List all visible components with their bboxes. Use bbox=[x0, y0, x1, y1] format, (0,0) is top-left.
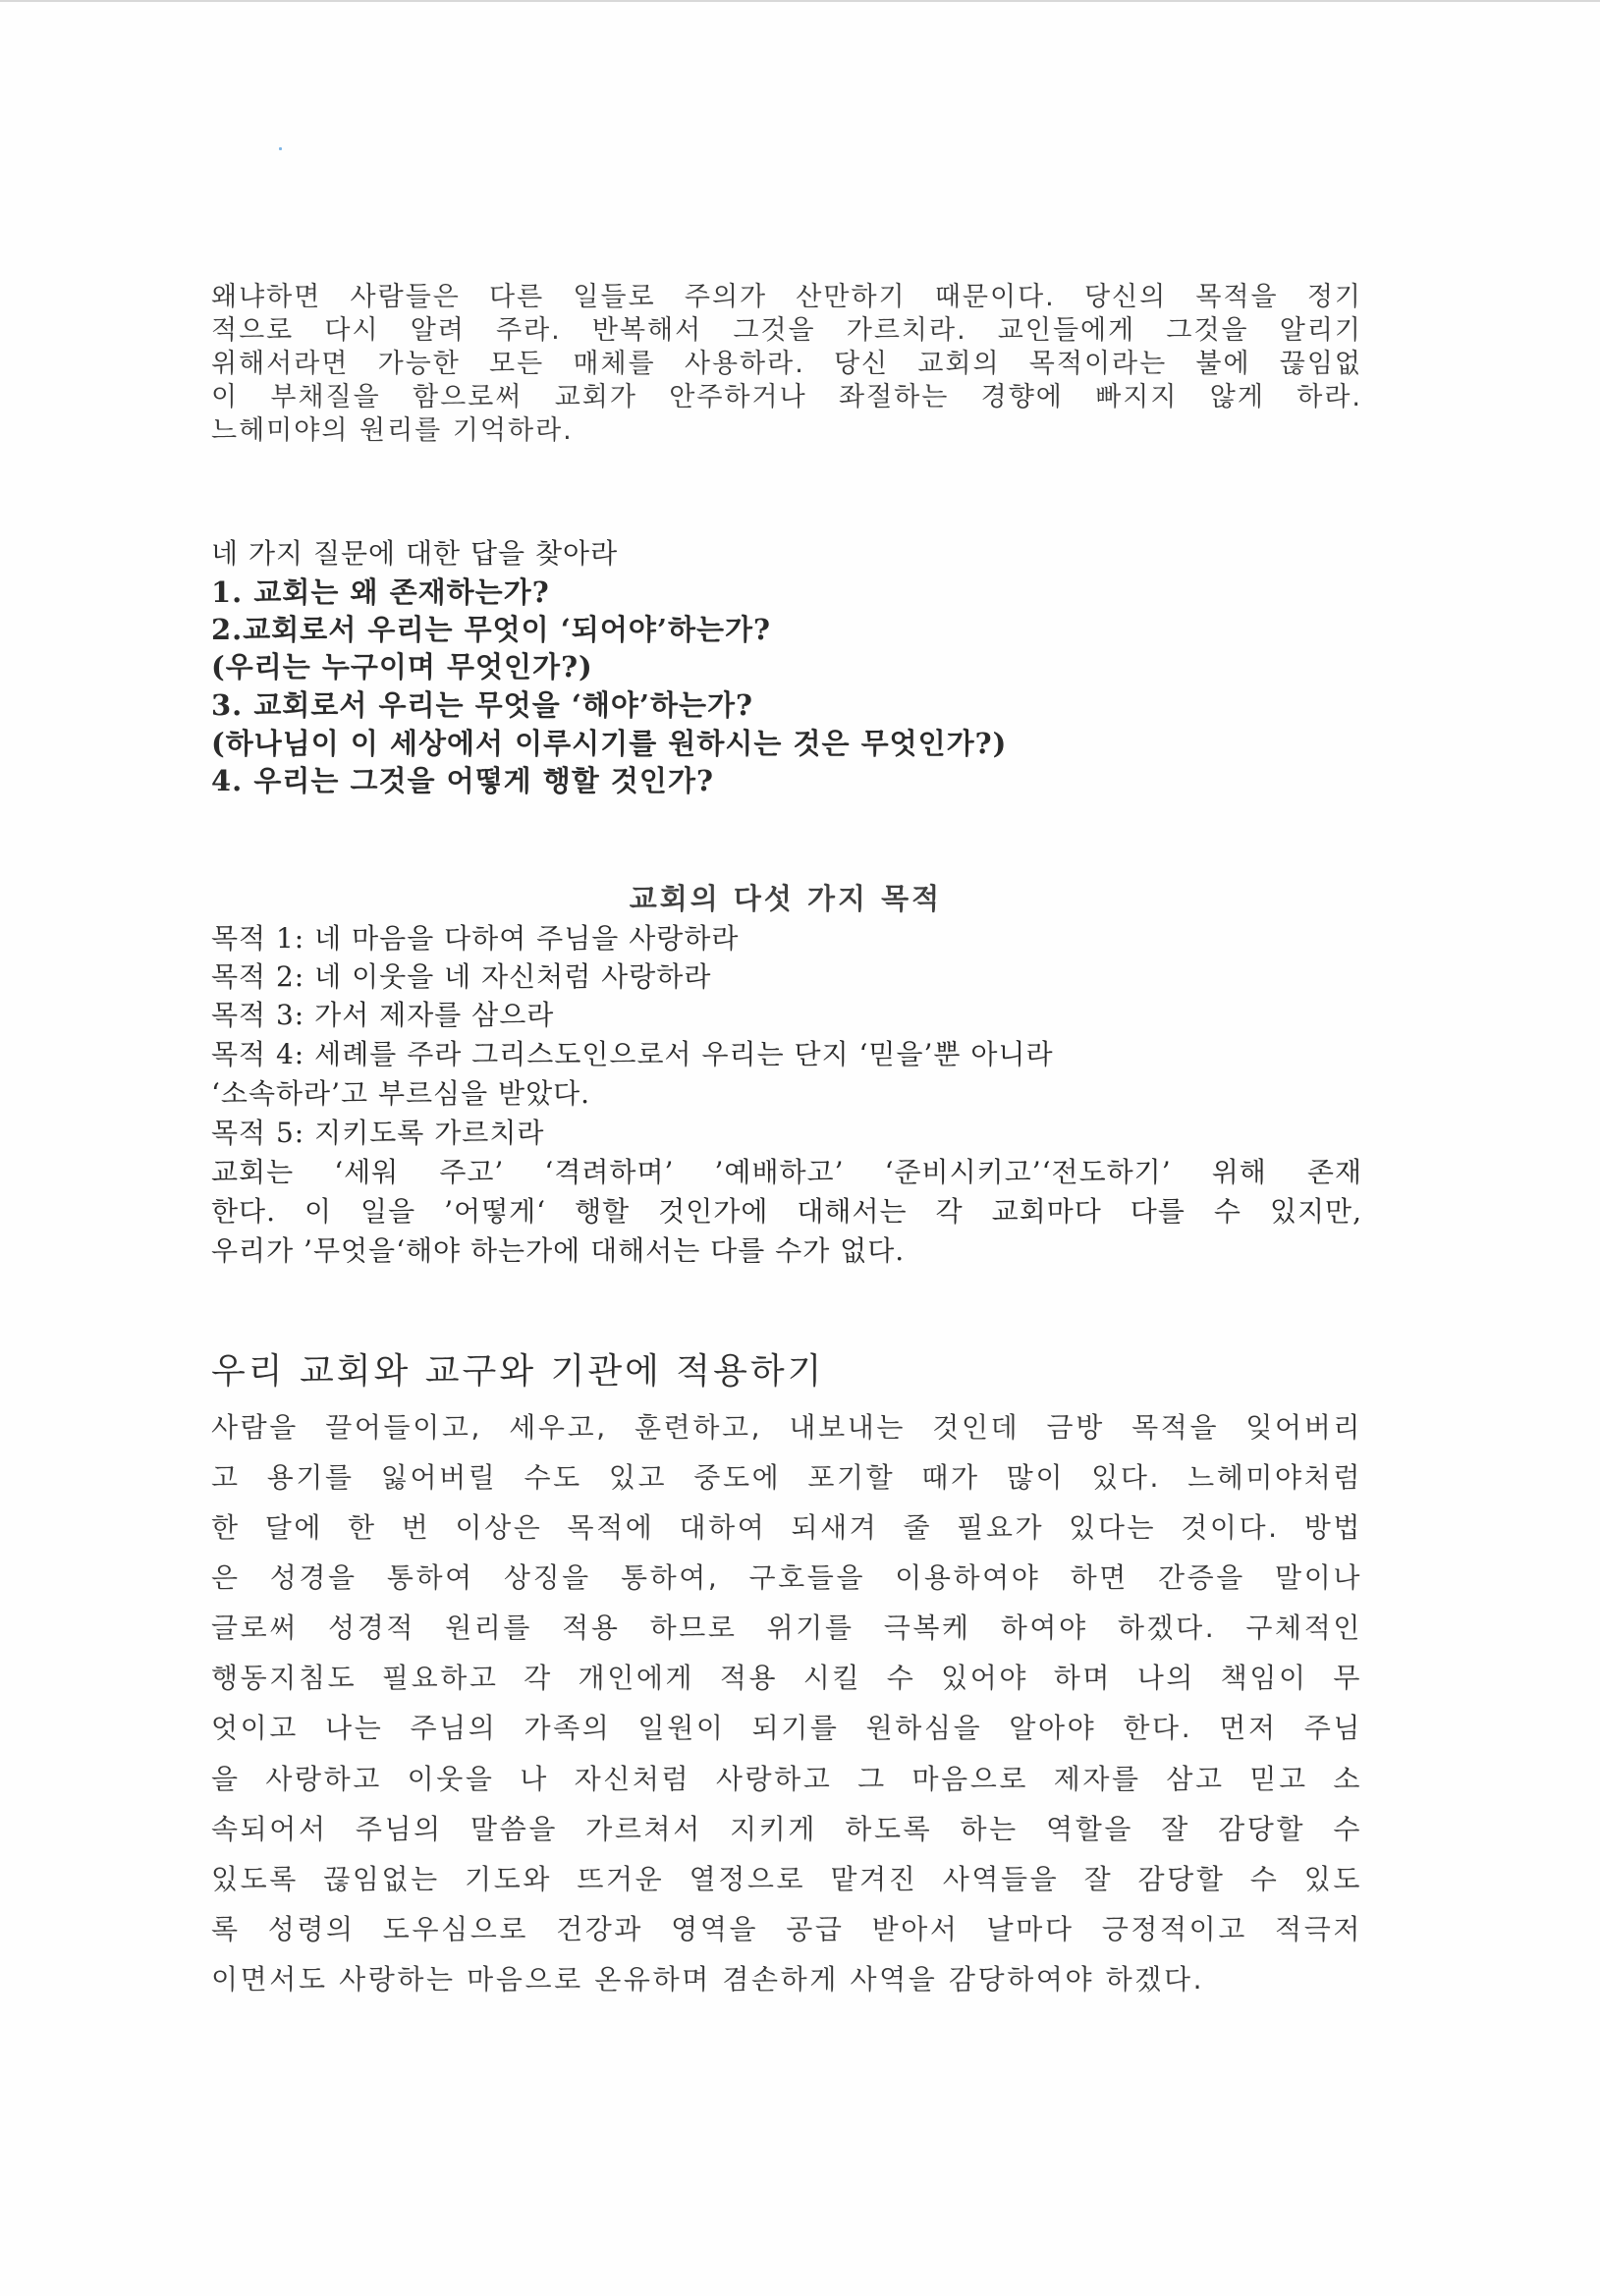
paragraph-line: 위해서라면 가능한 모든 매체를 사용하라. 당신 교회의 목적이라는 불에 끊임없 bbox=[211, 349, 1362, 379]
question-item: 2.교회로서 우리는 무엇이 ‘되어야’하는가? bbox=[211, 613, 771, 646]
purpose-item: 목적 4: 세례를 주라 그리스도인으로서 우리는 단지 ‘믿을’뿐 아니라 bbox=[211, 1038, 1054, 1070]
question-item: (하나님이 이 세상에서 이루시기를 원하시는 것은 무엇인가?) bbox=[211, 727, 1008, 760]
purpose-item: 목적 5: 지키도록 가르치라 bbox=[211, 1117, 545, 1149]
scan-top-edge bbox=[0, 0, 1600, 2]
purposes-title: 교회의 다섯 가지 목적 bbox=[629, 882, 943, 915]
application-line: 엇이고 나는 주님의 가족의 일원이 되기를 원하심을 알아야 한다. 먼저 주님 bbox=[211, 1712, 1362, 1744]
application-line: 을 사랑하고 이웃을 나 자신처럼 사랑하고 그 마음으로 제자를 삼고 믿고 소 bbox=[211, 1763, 1362, 1795]
application-line: 글로써 성경적 원리를 적용 하므로 위기를 극복케 하여야 하겠다. 구체적인 bbox=[211, 1612, 1362, 1644]
question-item: 1. 교회는 왜 존재하는가? bbox=[211, 575, 550, 609]
purposes-summary-line: 한다. 이 일을 ’어떻게‘ 행할 것인가에 대해서는 각 교회마다 다를 수 있지만, bbox=[211, 1195, 1362, 1228]
purposes-summary-line: 교회는 ‘세워 주고’ ‘격려하며’ ’예배하고’ ‘준비시키고’‘전도하기’ 위해 존재 bbox=[211, 1156, 1362, 1188]
application-line: 속되어서 주님의 말씀을 가르쳐서 지키게 하도록 하는 역할을 잘 감당할 수 bbox=[211, 1813, 1362, 1845]
application-line: 행동지침도 필요하고 각 개인에게 적용 시킬 수 있어야 하며 나의 책임이 무 bbox=[211, 1662, 1362, 1694]
purpose-item: ‘소속하라’고 부르심을 받았다. bbox=[211, 1077, 591, 1110]
paragraph-line: 이 부채질을 함으로써 교회가 안주하거나 좌절하는 경향에 빠지지 않게 하라. bbox=[211, 382, 1362, 412]
purposes-summary-line: 우리가 ’무엇을‘해야 하는가에 대해서는 다를 수가 없다. bbox=[211, 1234, 906, 1267]
application-line: 한 달에 한 번 이상은 목적에 대하여 되새겨 줄 필요가 있다는 것이다. 방법 bbox=[211, 1511, 1362, 1544]
application-line: 고 용기를 잃어버릴 수도 있고 중도에 포기할 때가 많이 있다. 느헤미야처럼 bbox=[211, 1461, 1362, 1494]
purpose-item: 목적 1: 네 마음을 다하여 주님을 사랑하라 bbox=[211, 922, 740, 955]
application-line: 이면서도 사랑하는 마음으로 온유하며 겸손하게 사역을 감당하여야 하겠다. bbox=[211, 1963, 1205, 1995]
application-line: 록 성령의 도우심으로 건강과 영역을 공급 받아서 날마다 긍정적이고 적극저 bbox=[211, 1913, 1362, 1945]
paragraph-line: 적으로 다시 알려 주라. 반복해서 그것을 가르치라. 교인들에게 그것을 알리기 bbox=[211, 315, 1362, 346]
questions-intro: 네 가지 질문에 대한 답을 찾아라 bbox=[211, 537, 619, 570]
application-line: 사람을 끌어들이고, 세우고, 훈련하고, 내보내는 것인데 금방 목적을 잊어버리 bbox=[211, 1411, 1362, 1444]
scan-speck bbox=[279, 147, 282, 150]
question-item: 3. 교회로서 우리는 무엇을 ‘해야’하는가? bbox=[211, 688, 754, 722]
application-heading: 우리 교회와 교구와 기관에 적용하기 bbox=[211, 1351, 825, 1392]
question-item: (우리는 누구이며 무엇인가?) bbox=[211, 650, 593, 683]
paragraph-line: 느헤미야의 원리를 기억하라. bbox=[211, 415, 574, 446]
question-item: 4. 우리는 그것을 어떻게 행할 것인가? bbox=[211, 764, 714, 797]
application-line: 은 성경을 통하여 상징을 통하여, 구호들을 이용하여야 하면 간증을 말이나 bbox=[211, 1561, 1362, 1594]
purpose-item: 목적 2: 네 이웃을 네 자신처럼 사랑하라 bbox=[211, 960, 712, 993]
purpose-item: 목적 3: 가서 제자를 삼으라 bbox=[211, 999, 555, 1031]
paragraph-line: 왜냐하면 사람들은 다른 일들로 주의가 산만하기 때문이다. 당신의 목적을 정기 bbox=[211, 282, 1362, 312]
application-line: 있도록 끊임없는 기도와 뜨거운 열정으로 맡겨진 사역들을 잘 감당할 수 있도 bbox=[211, 1863, 1362, 1895]
